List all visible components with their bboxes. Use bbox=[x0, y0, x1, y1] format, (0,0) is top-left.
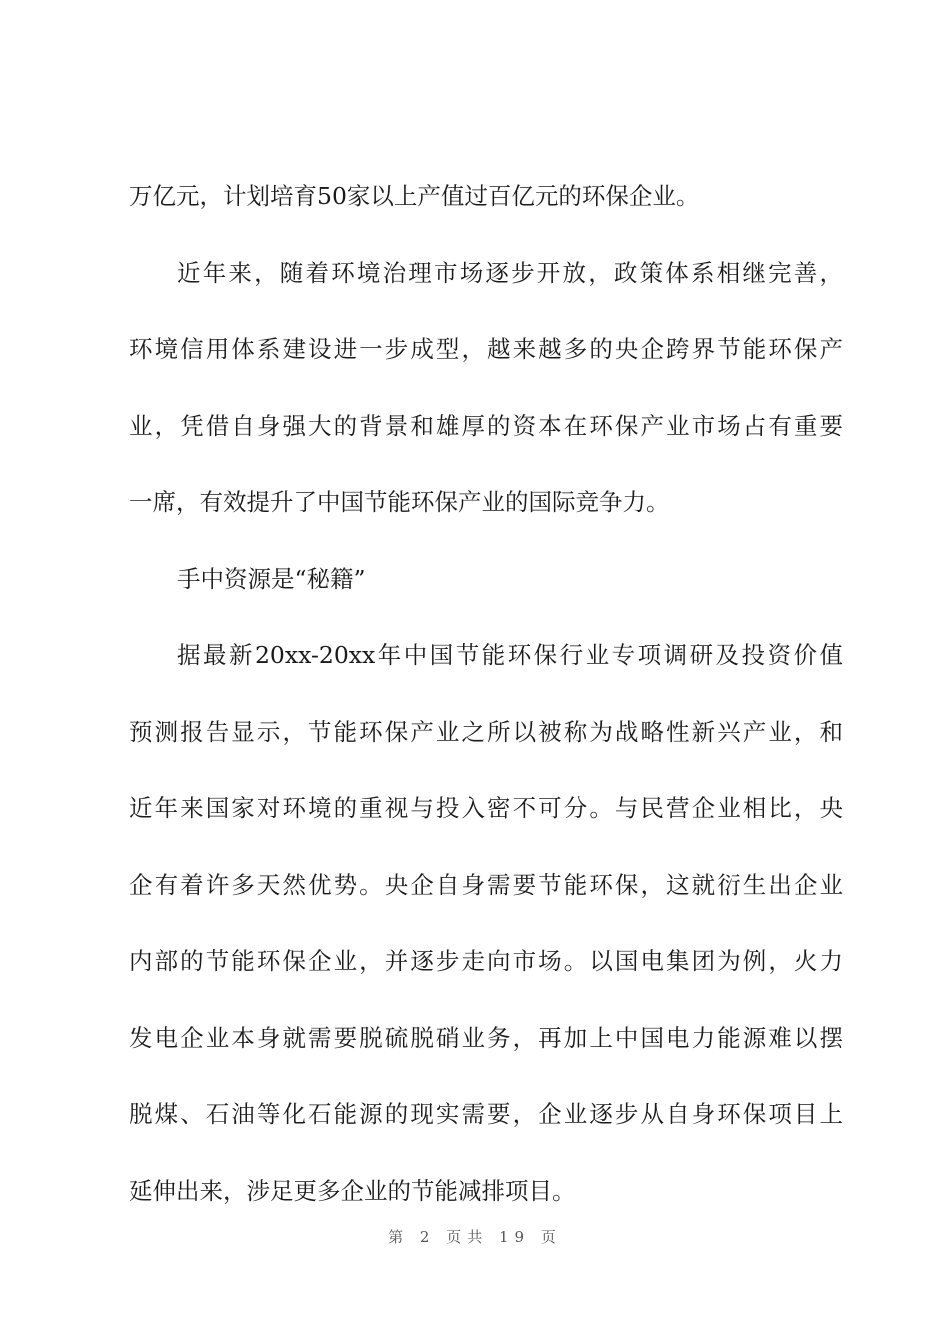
paragraph-line: 近年来国家对环境的重视与投入密不可分。与民营企业相比，央 bbox=[129, 794, 843, 822]
paragraph-line: 延伸出来，涉足更多企业的节能减排项目。 bbox=[129, 1176, 576, 1205]
paragraph-line: 预测报告显示，节能环保产业之所以被称为战略性新兴产业，和 bbox=[129, 717, 843, 746]
paragraph-line: 环境信用体系建设进一步成型，越来越多的央企跨界节能环保产 bbox=[129, 335, 843, 363]
paragraph-line: 万亿元，计划培育50家以上产值过百亿元的环保企业。 bbox=[129, 182, 700, 210]
paragraph-line: 一席，有效提升了中国节能环保产业的国际竞争力。 bbox=[129, 488, 670, 516]
section-heading: 手中资源是“秘籍” bbox=[177, 564, 366, 593]
paragraph-line: 业，凭借自身强大的背景和雄厚的资本在环保产业市场占有重要 bbox=[129, 411, 843, 440]
paragraph-line: 脱煤、石油等化石能源的现实需要，企业逐步从自身环保项目上 bbox=[129, 1100, 843, 1128]
paragraph-line: 发电企业本身就需要脱硫脱硝业务，再加上中国电力能源难以摆 bbox=[129, 1023, 843, 1052]
paragraph-line: 内部的节能环保企业，并逐步走向市场。以国电集团为例，火力 bbox=[129, 947, 843, 975]
paragraph-line: 企有着许多天然优势。央企自身需要节能环保，这就衍生出企业 bbox=[129, 870, 843, 899]
paragraph-line: 据最新20xx-20xx年中国节能环保行业专项调研及投资价值 bbox=[177, 641, 843, 669]
paragraph-line: 近年来，随着环境治理市场逐步开放，政策体系相继完善， bbox=[177, 258, 843, 287]
page-number-footer: 第 2 页共 19 页 bbox=[388, 1228, 562, 1246]
document-body bbox=[129, 170, 843, 1241]
